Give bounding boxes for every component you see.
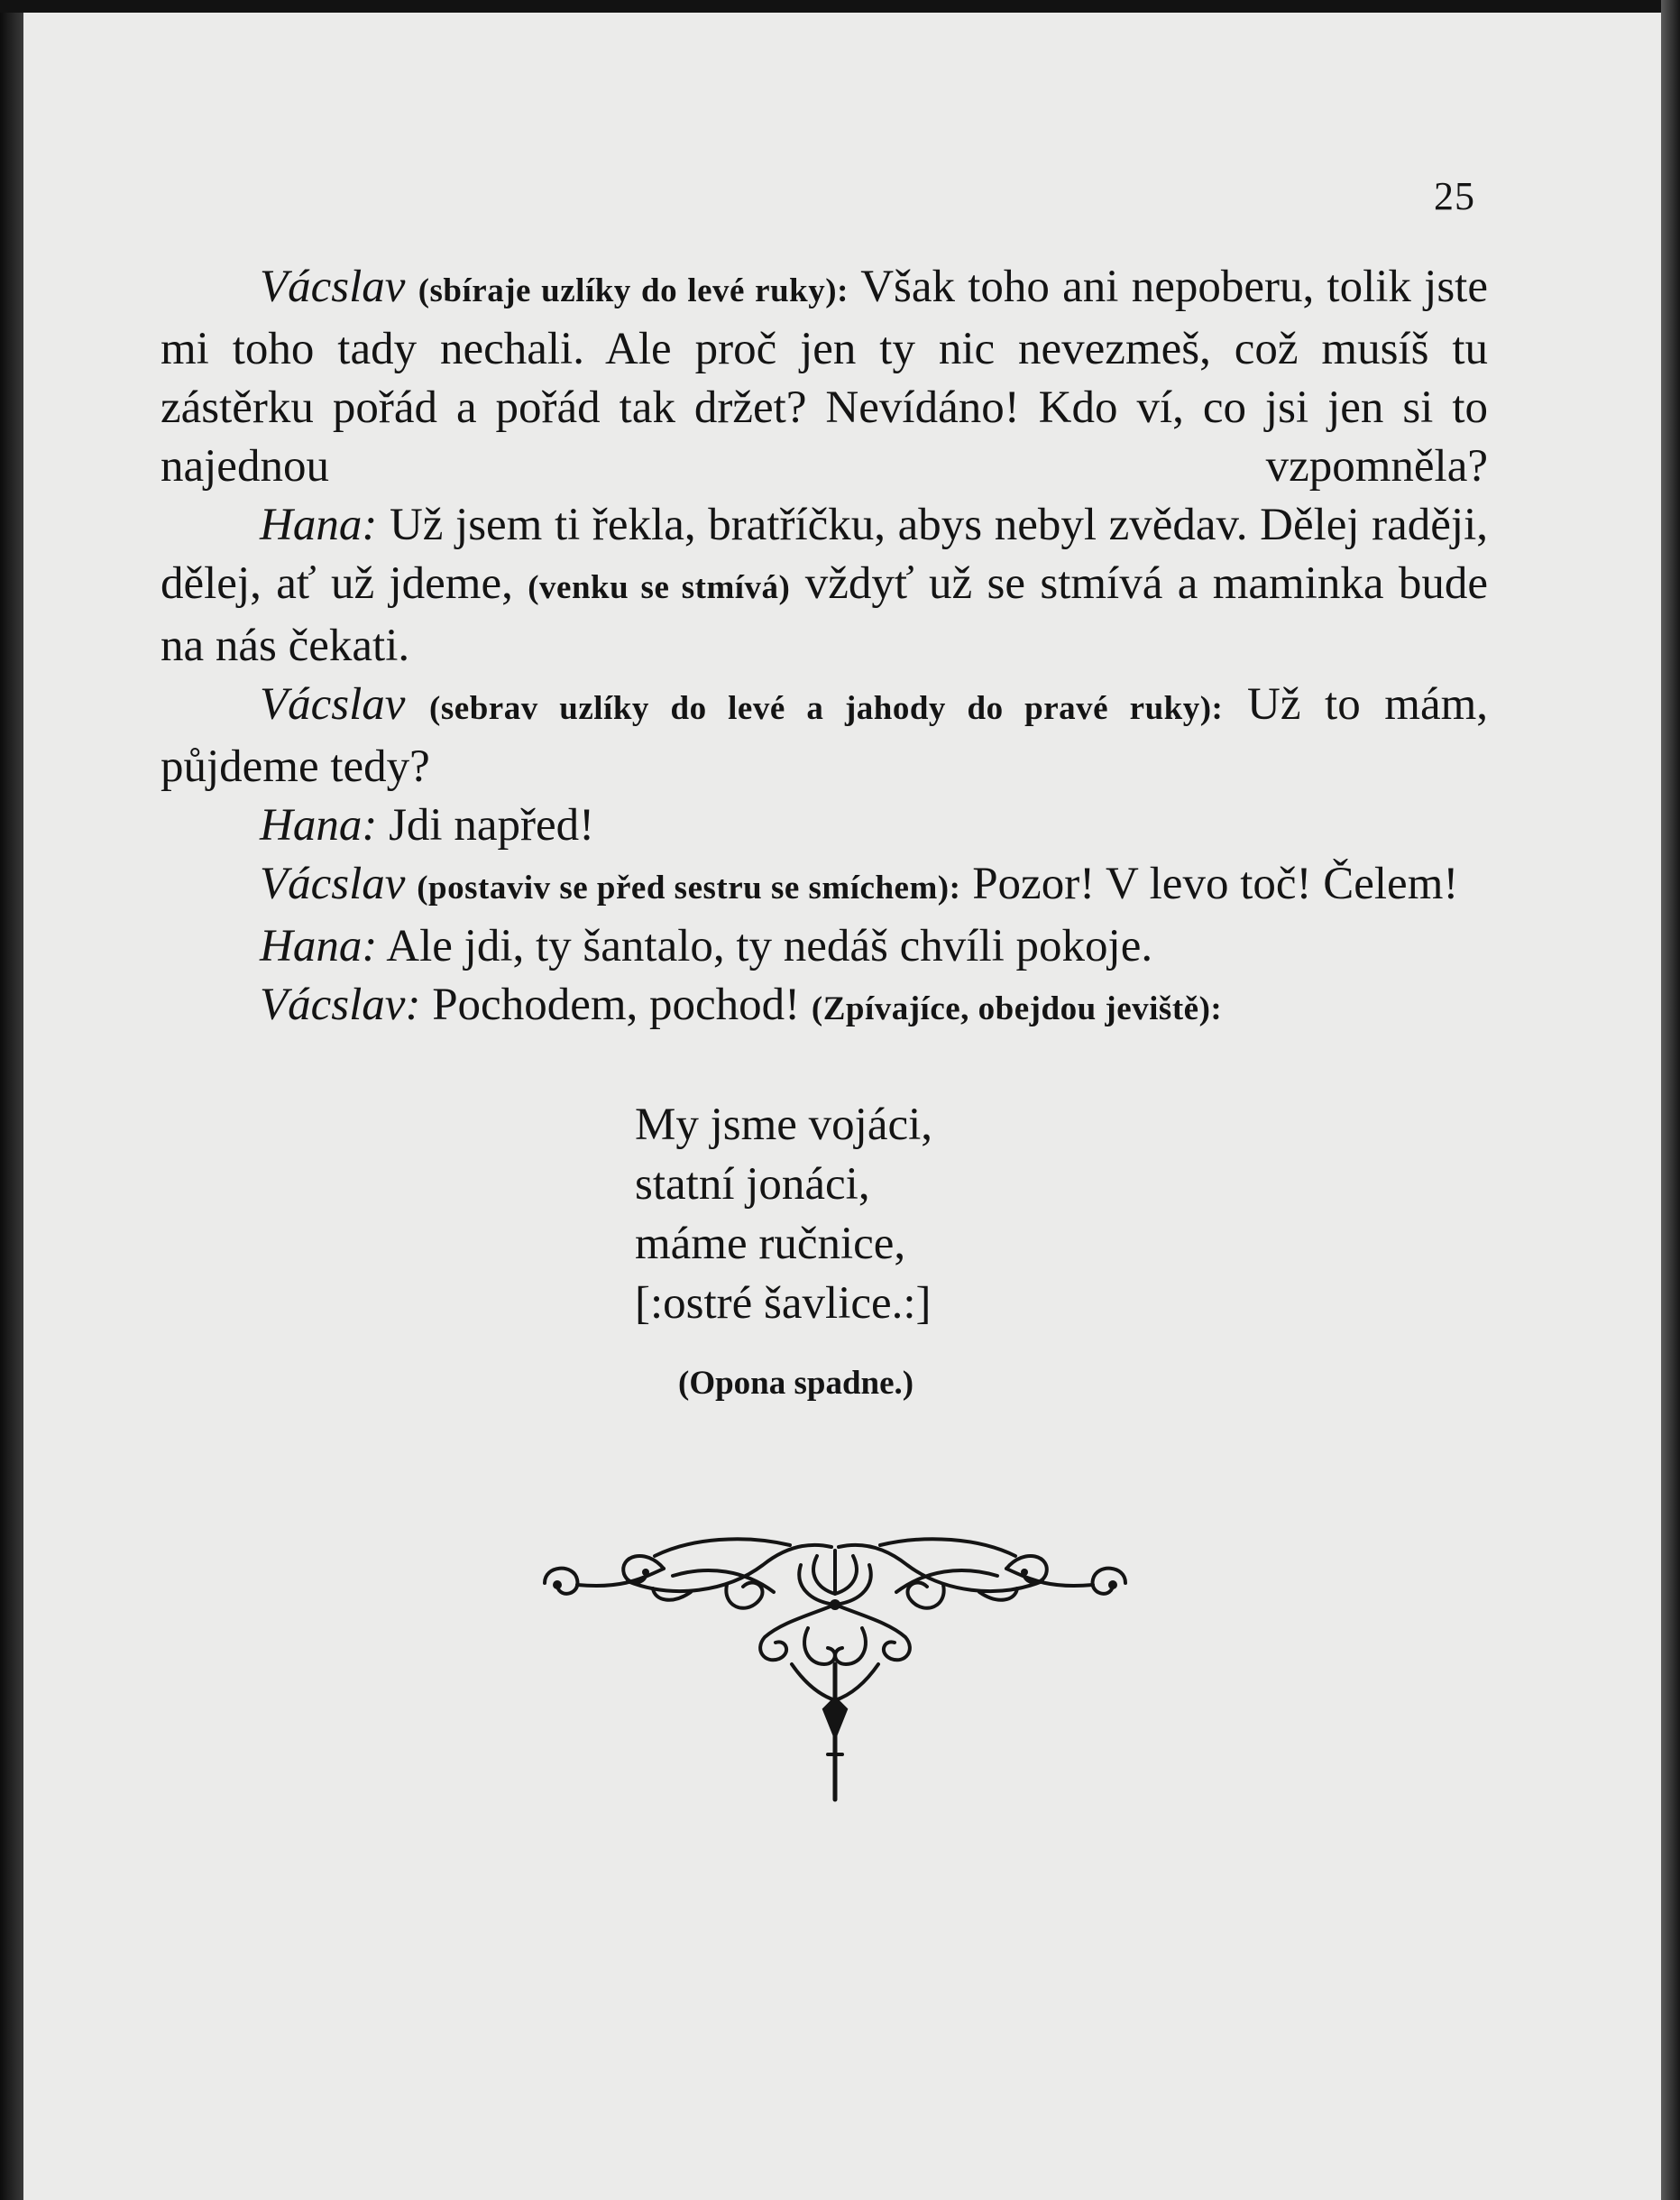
dialogue-line [161, 796, 1488, 855]
dialogue-text: Pozor! V levo toč! Čelem! [972, 859, 1459, 909]
dialogue-text: Pochodem, pochod! [432, 980, 801, 1030]
decorative-vignette-icon [537, 1529, 1133, 1809]
speaker-name: Hana: [260, 500, 378, 550]
scan-top-edge [0, 0, 1680, 13]
verse-line: máme ručnice, [635, 1219, 906, 1269]
stage-direction: (sebrav uzlíky do levé a jahody do pravé ruky): [429, 690, 1224, 727]
stage-direction: (venku se stmívá) [528, 569, 791, 606]
stage-direction: (postaviv se před sestru se smíchem): [417, 870, 961, 907]
verse-line: My jsme vojáci, [635, 1100, 933, 1150]
speaker-name: Vácslav [260, 262, 406, 312]
dialogue-text: Už to mám, půjdeme tedy? [161, 679, 1489, 792]
dialogue-line [161, 676, 1488, 796]
speaker-name: Vácslav [260, 679, 406, 730]
dialogue-text: Ale jdi, ty šantalo, ty nedáš chvíli pokoje. [386, 921, 1153, 971]
speaker-name: Vácslav [260, 859, 406, 909]
speaker-name: Vácslav: [260, 980, 421, 1030]
page-number: 25 [1434, 174, 1475, 218]
stage-direction: (sbíraje uzlíky do levé ruky): [418, 272, 849, 309]
dialogue-line [161, 976, 1488, 1038]
dialogue-line [161, 917, 1488, 976]
song-verse [635, 1095, 932, 1333]
play-text [161, 258, 1488, 1038]
dialogue-line [161, 258, 1488, 496]
dialogue-text: Jdi napřed! [389, 800, 595, 851]
page-edge [1661, 0, 1680, 2200]
dialogue-text: vždyť už se stmívá a maminka bude na nás čekati. [161, 558, 1488, 671]
speaker-name: Hana: [260, 921, 378, 971]
verse-line: [:ostré šavlice.:] [635, 1278, 932, 1329]
stage-direction: (Zpívajíce, obejdou jeviště): [811, 990, 1223, 1027]
curtain-direction: (Opona spadne.) [678, 1365, 914, 1402]
dialogue-text: Už jsem ti řekla, bratříčku, abys nebyl zvědav. Dělej raději, dělej, ať už jdeme, [161, 500, 1489, 609]
book-spine [0, 0, 23, 2200]
verse-line: statní jonáci, [635, 1159, 870, 1210]
dialogue-line [161, 855, 1488, 917]
speaker-name: Hana: [260, 800, 378, 851]
dialogue-text: Však toho ani nepoberu, tolik jste mi toho tady nechali. Ale proč jen ty nic nevezmeš, což musíš tu zástěrku pořád a pořád tak držet? Nevídáno! Kdo ví, co jsi jen si to najednou vzpomněla? [161, 262, 1488, 492]
dialogue-line [161, 496, 1488, 676]
